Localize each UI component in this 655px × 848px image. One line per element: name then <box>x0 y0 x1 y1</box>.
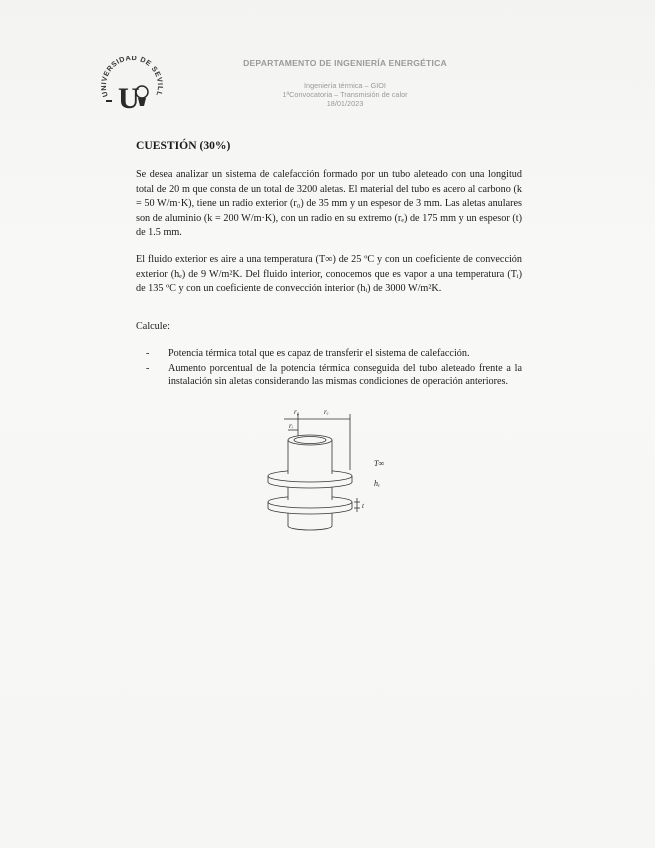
exam-session: 1ªConvocatoria – Transmisión de calor <box>282 90 408 99</box>
university-seal-logo <box>98 56 166 124</box>
list-item <box>146 362 522 389</box>
label-thickness: t <box>362 502 364 510</box>
task-text: Aumento porcentual de la potencia térmica conseguida del tubo aleteado frente a la instalación sin aletas considerando las mismas condiciones de operación anteriores. <box>168 362 522 388</box>
label-r0: r₀ <box>294 408 300 416</box>
finned-tube-figure <box>258 400 398 542</box>
label-re: rₑ <box>324 408 329 416</box>
svg-text:UNIVERSIDAD DE SEVILLA: UNIVERSIDAD DE SEVILL <box>98 56 166 99</box>
course-name: Ingeniería térmica – GIOI <box>304 81 386 90</box>
task-list <box>146 347 522 390</box>
exam-date: 18/01/2023 <box>326 99 364 108</box>
label-he: hₑ <box>374 479 381 488</box>
svg-text:U: U <box>118 82 140 115</box>
question-title: CUESTIÓN (30%) <box>136 139 231 152</box>
list-bullet: - <box>146 348 150 359</box>
task-text: Potencia térmica total que es capaz de transferir el sistema de calefacción. <box>168 348 470 359</box>
list-bullet: - <box>146 362 150 374</box>
label-t-inf: T∞ <box>374 459 385 468</box>
document-header <box>200 58 490 108</box>
calculate-prompt: Calcule: <box>136 321 170 332</box>
list-item <box>146 347 522 361</box>
label-ri: rᵢ <box>289 422 293 430</box>
question-paragraph-1: Se desea analizar un sistema de calefacción formado por un tubo aleteado con una longitud total de 20 m que consta de un total de 3200 aletas. El material del tubo es acero al carbono (k = 50 W/m·K), tiene un radio exterior (r₀) de 35 mm y un espesor de 3 mm. Las aletas anulares son de aluminio (k = 200 W/m·K), con un radio en su extremo (rₑ) de 175 mm y un espesor (t) de 1.5 mm. <box>136 169 522 239</box>
question-paragraph-2: El fluido exterior es aire a una temperatura (T∞) de 25 ºC y con un coeficiente de convección exterior (hₑ) de 9 W/m²K. Del fluido interior, conocemos que es vapor a una temperatura (Tᵢ) de 135 ºC y con un coeficiente de convección interior (hᵢ) de 3000 W/m²K. <box>136 254 522 295</box>
department-title: DEPARTAMENTO DE INGENIERÍA ENERGÉTICA <box>243 58 447 68</box>
